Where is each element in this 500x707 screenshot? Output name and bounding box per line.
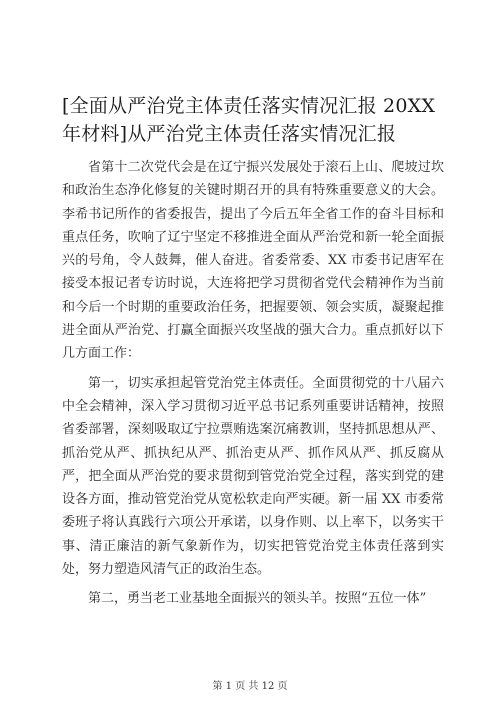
document-body (62, 156, 444, 611)
document-title: [全面从严治党主体责任落实情况汇报 20XX 年材料]从严治党主体责任落实情况汇报 (62, 95, 436, 145)
page-number-footer: 第 1 页 共 12 页 (212, 681, 288, 692)
paragraph-intro: 省第十二次党代会是在辽宁振兴发展处于滚石上山、爬坡过坎和政治生态净化修复的关键时期召开的具有特殊重要意义的大会。李希书记所作的省委报告，提出了今后五年全省工作的奋斗目标和重点任务，吹响了辽宁坚定不移推进全面从严治党和新一轮全面振兴的号角，令人鼓舞，催人奋进。省委常委、XX 市委书记唐军在接受本报记者专访时说，大连将把学习贯彻省党代会精神作为当前和今后一个时期的重要政治任务，把握要领、领会实质，凝聚起推进全面从严治党、打赢全面振兴攻坚战的强大合力。重点抓好以下几方面工作： (62, 160, 444, 362)
paragraph-second-point: 第二，勇当老工业基地全面振兴的领头羊。按照“五位一体” (88, 591, 427, 607)
paragraph-first-point: 第一，切实承担起管党治党主体责任。全面贯彻党的十八届六中全会精神，深入学习贯彻习近平总书记系列重要讲话精神，按照省委部署，深刻吸取辽宁拉票贿选案沉痛教训，坚持抓思想从严、抓治党从严、抓执纪从严、抓治吏从严、抓作风从严、抓反腐从严，把全面从严治党的要求贯彻到管党治党全过程，落实到党的建设各方面，推动管党治党从宽松软走向严实硬。新一届 XX 市委常委班子将认真践行六项公开承诺，以身作则、以上率下，以务实干事、清正廉洁的新气象新作为，切实把管党治党主体责任落到实处，努力塑造风清气正的政治生态。 (62, 375, 444, 578)
